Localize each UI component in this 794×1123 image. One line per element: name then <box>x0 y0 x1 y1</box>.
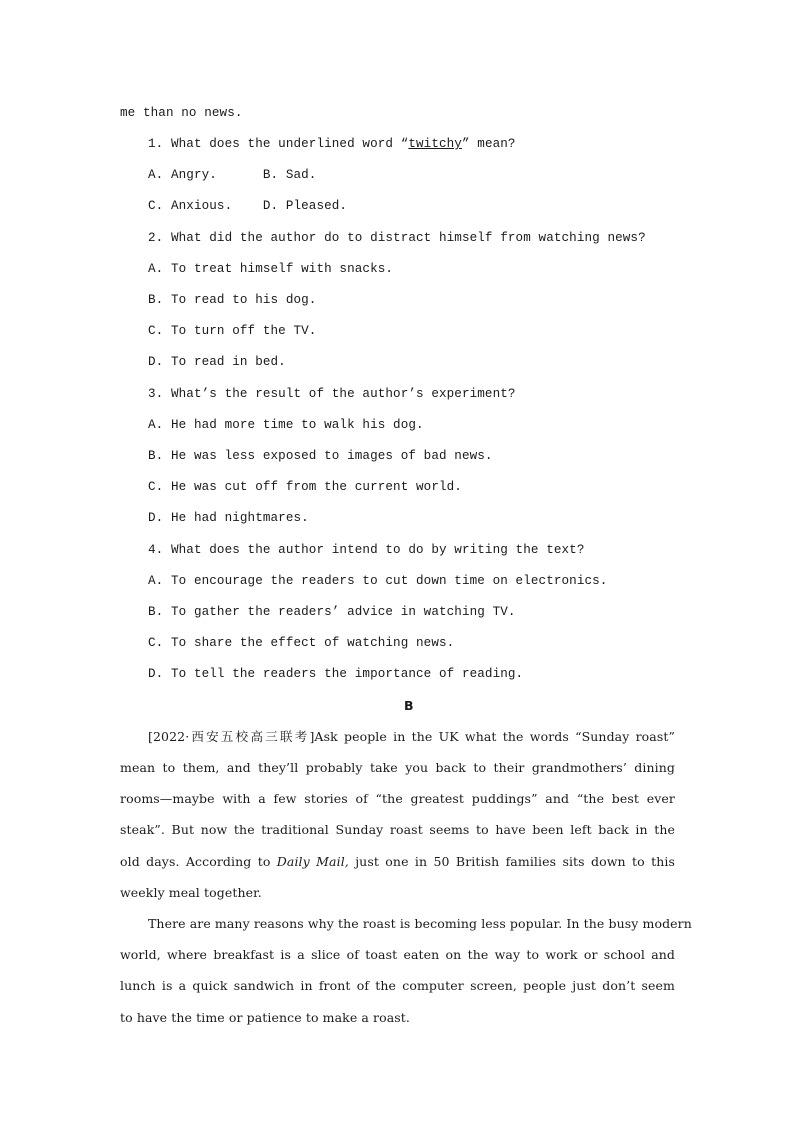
option-b: B. To gather the readers’ advice in watching TV. <box>148 605 516 619</box>
question-4: 4. What does the author intend to do by writing the text? <box>148 543 585 557</box>
option-a: A. To encourage the readers to cut down time on electronics. <box>148 574 608 588</box>
paragraph-line <box>120 854 675 870</box>
paragraph-text: just one in 50 British families sits down to this <box>348 854 675 869</box>
paragraph-line: weekly meal together. <box>120 885 262 900</box>
text-line: me than no news. <box>120 106 243 120</box>
paragraph-line: rooms—maybe with a few stories of “the greatest puddings” and “the best ever <box>120 791 675 806</box>
option-d: D. To tell the readers the importance of reading. <box>148 667 524 681</box>
option-c: C. To turn off the TV. <box>148 324 317 338</box>
paragraph-line: steak”. But now the traditional Sunday roast seems to have been left back in the <box>120 822 675 837</box>
option-d: D. He had nightmares. <box>148 511 309 525</box>
option-b: B. To read to his dog. <box>148 293 317 307</box>
publication-name: Daily Mail, <box>276 854 349 869</box>
paragraph-text: old days. According to <box>120 854 277 869</box>
paragraph-line: There are many reasons why the roast is becoming less popular. In the busy modern <box>148 916 692 931</box>
question-1-options-ab: A. Angry. B. Sad. <box>148 168 317 182</box>
paragraph-line: to have the time or patience to make a roast. <box>120 1010 410 1025</box>
question-1-text-end: ” mean? <box>461 137 516 151</box>
section-heading: B <box>404 698 414 713</box>
question-1-text: 1. What does the underlined word “ <box>148 137 409 151</box>
option-b: B. He was less exposed to images of bad news. <box>148 449 493 463</box>
underlined-word: twitchy <box>408 137 462 151</box>
option-a: A. He had more time to walk his dog. <box>148 418 424 432</box>
paragraph-line: lunch is a quick sandwich in front of the computer screen, people just don’t seem <box>120 978 675 993</box>
paragraph-line: [2022·西安五校高三联考]Ask people in the UK what the words “Sunday roast” <box>148 729 675 744</box>
option-d: D. To read in bed. <box>148 355 286 369</box>
question-1 <box>148 136 516 152</box>
option-a: A. To treat himself with snacks. <box>148 262 394 276</box>
paragraph-line: world, where breakfast is a slice of toast eaten on the way to work or school and <box>120 947 675 962</box>
question-3: 3. What’s the result of the author’s experiment? <box>148 387 516 401</box>
question-1-options-cd: C. Anxious. D. Pleased. <box>148 199 348 213</box>
paragraph-line: mean to them, and they’ll probably take you back to their grandmothers’ dining <box>120 760 675 775</box>
option-c: C. He was cut off from the current world. <box>148 480 462 494</box>
question-2: 2. What did the author do to distract himself from watching news? <box>148 231 646 245</box>
option-c: C. To share the effect of watching news. <box>148 636 455 650</box>
